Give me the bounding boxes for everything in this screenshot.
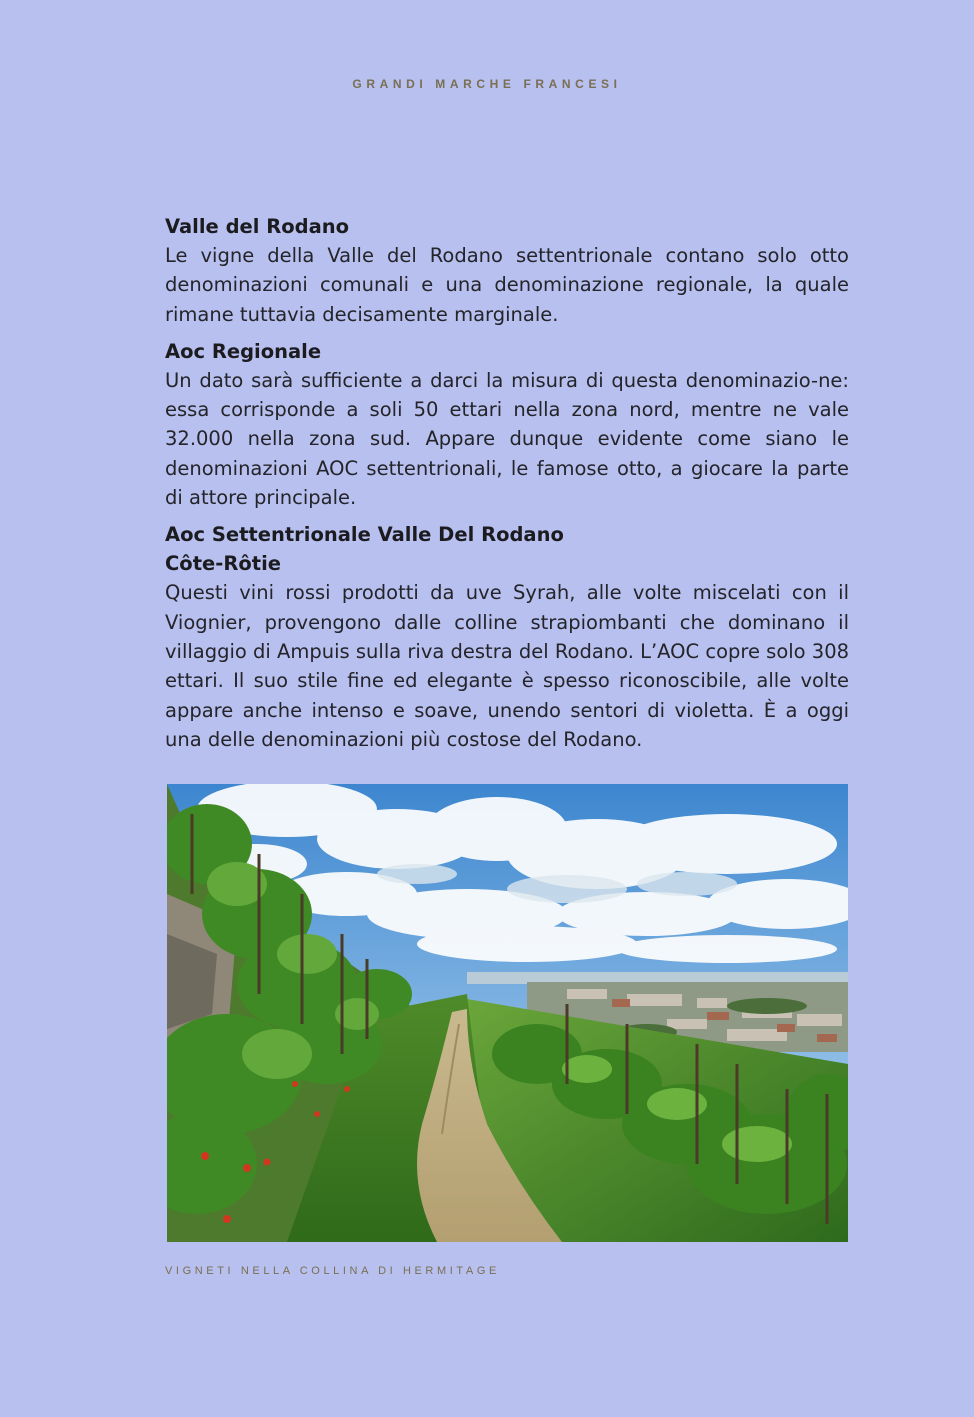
- section-valle-del-rodano: [165, 212, 849, 329]
- photo-caption: VIGNETI NELLA COLLINA DI HERMITAGE: [165, 1265, 500, 1277]
- section-subheading: Côte-Rôtie: [165, 552, 281, 576]
- section-paragraph: Un dato sarà sufficiente a darci la misura di questa denominazio-ne: essa corrisponde a soli 50 ettari nella zona nord, mentre ne vale 32.000 nella zona sud. Appare dunque evidente come siano le denominazioni AOC settentrionali, le famose otto, a giocare la parte di attore principale.: [165, 368, 849, 510]
- section-aoc-regionale: [165, 337, 849, 512]
- article-body: [165, 212, 849, 762]
- section-paragraph: Questi vini rossi prodotti da uve Syrah, alle volte miscelati con il Viognier, provengono dalle colline strapiombanti che dominano il villaggio di Ampuis sulla riva destra del Rodano. L’AOC copre solo 308 ettari. Il suo stile fine ed elegante è spesso riconoscibile, alle volte appare anche intenso e soave, unendo sentori di violetta. È a oggi una delle denominazioni più costose del Rodano.: [165, 581, 850, 751]
- section-heading: Valle del Rodano: [165, 215, 350, 238]
- vineyard-photo: [167, 784, 848, 1242]
- section-aoc-settentrionale: [165, 520, 849, 754]
- running-title: GRANDI MARCHE FRANCESI: [352, 77, 622, 91]
- section-heading: Aoc Settentrionale Valle Del Rodano: [165, 523, 564, 547]
- section-heading: Aoc Regionale: [165, 339, 322, 363]
- section-paragraph: Le vigne della Valle del Rodano settentrionale contano solo otto denominazioni comunali e una denominazione regionale, la quale rimane tuttavia decisamente marginale.: [165, 244, 849, 326]
